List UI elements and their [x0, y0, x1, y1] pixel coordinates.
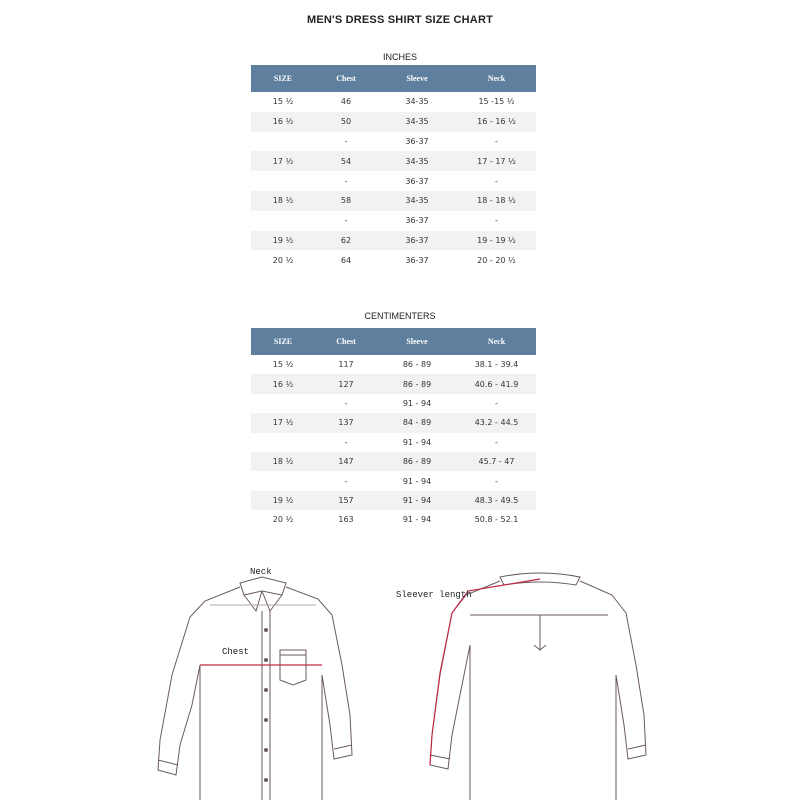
cell-neck: 48.3 - 49.5: [457, 491, 536, 510]
table-row: [251, 132, 536, 152]
page-title: MEN'S DRESS SHIRT SIZE CHART: [306, 14, 494, 26]
table-row: [251, 413, 536, 432]
cell-sleeve: 36-37: [405, 216, 429, 226]
shirt-buttons: [264, 628, 268, 782]
cell-neck: 45.7 - 47: [457, 452, 536, 471]
table-row: [251, 191, 536, 211]
cell-neck: 40.6 - 41.9: [457, 374, 536, 393]
cell-size: 17 ½: [251, 151, 315, 171]
inches-size-table: [251, 65, 536, 270]
table-row: [251, 92, 536, 112]
cell-neck: 17 - 17 ½: [457, 151, 536, 171]
cell-size: [251, 132, 315, 152]
header-size: SIZE: [251, 65, 315, 92]
cell-size: 18 ½: [251, 191, 315, 211]
cell-neck: 50.8 - 52.1: [474, 515, 519, 525]
table-row: [251, 510, 536, 529]
cell-size: 16 ½: [251, 112, 315, 132]
sleeve-measure-line: [430, 579, 540, 765]
cell-sleeve: 91 - 94: [402, 515, 432, 525]
header-sleeve: Sleeve: [377, 328, 457, 355]
cell-neck: 18 - 18 ½: [457, 191, 536, 211]
header-neck: Neck: [457, 328, 536, 355]
cell-chest: -: [344, 136, 348, 146]
cell-chest: 137: [315, 413, 377, 432]
cell-neck: -: [495, 136, 498, 146]
table-header-row: [251, 65, 536, 92]
cell-chest: 157: [315, 491, 377, 510]
cell-chest: 62: [315, 231, 377, 251]
cell-chest: 50: [315, 112, 377, 132]
table-row: [251, 151, 536, 171]
cell-size: 18 ½: [251, 452, 315, 471]
cell-neck: 15 -15 ½: [478, 97, 515, 107]
table-row: [251, 374, 536, 393]
cell-neck: 38.1 - 39.4: [474, 360, 519, 370]
cell-neck: -: [495, 216, 498, 226]
cell-sleeve: 34-35: [377, 191, 457, 211]
cell-chest: -: [344, 437, 348, 447]
cell-sleeve: 36-37: [405, 136, 429, 146]
chest-label: Chest: [222, 647, 250, 657]
table-row: [251, 112, 536, 132]
cell-size: 19 ½: [251, 491, 315, 510]
cell-sleeve: 34-35: [377, 112, 457, 132]
cell-sleeve: 34-35: [405, 97, 429, 107]
cell-size: 16 ½: [251, 374, 315, 393]
cell-size: [251, 171, 315, 191]
cell-chest: -: [344, 176, 348, 186]
table-row: [251, 250, 536, 270]
header-sleeve: Sleeve: [377, 65, 457, 92]
cell-chest: -: [344, 216, 348, 226]
cell-neck: 20 - 20 ½: [477, 255, 516, 265]
centimeters-section-label: CENTIMENTERS: [364, 311, 436, 321]
cell-neck: -: [495, 176, 498, 186]
cell-chest: 163: [338, 515, 354, 525]
cell-neck: -: [495, 398, 498, 408]
inches-section-label: INCHES: [382, 52, 417, 62]
table-row: [251, 433, 536, 452]
table-row: [251, 452, 536, 471]
cell-size: 17 ½: [251, 413, 315, 432]
cell-size: [251, 394, 315, 413]
sleeve-length-label: Sleever length: [396, 590, 472, 600]
cell-sleeve: 36-37: [405, 255, 429, 265]
table-row: [251, 355, 536, 374]
cell-neck: 16 - 16 ½: [457, 112, 536, 132]
header-chest: Chest: [315, 65, 377, 92]
header-chest: Chest: [315, 328, 377, 355]
cell-sleeve: 91 - 94: [402, 398, 432, 408]
cell-size: [251, 471, 315, 490]
cell-neck: 43.2 - 44.5: [457, 413, 536, 432]
table-row: [251, 211, 536, 231]
front-shirt-drawing: [158, 577, 352, 800]
cell-sleeve: 91 - 94: [402, 476, 432, 486]
table-row: [251, 231, 536, 251]
cell-size: 20 ½: [272, 255, 294, 265]
cell-sleeve: 84 - 89: [377, 413, 457, 432]
table-header-row: [251, 328, 536, 355]
cell-neck: 19 - 19 ½: [457, 231, 536, 251]
table-row: [251, 471, 536, 490]
cell-chest: -: [344, 398, 348, 408]
table-row: [251, 491, 536, 510]
cell-sleeve: 86 - 89: [402, 360, 432, 370]
cell-chest: 58: [315, 191, 377, 211]
shirt-measurement-diagram: [0, 555, 800, 800]
cell-chest: 64: [340, 255, 352, 265]
neck-label: Neck: [250, 567, 272, 577]
cell-size: 15 ½: [272, 360, 294, 370]
cell-chest: 127: [315, 374, 377, 393]
cell-size: 19 ½: [251, 231, 315, 251]
centimeters-size-table: [251, 328, 536, 530]
cell-chest: 117: [338, 360, 354, 370]
cell-chest: 46: [340, 97, 352, 107]
header-neck: Neck: [457, 65, 536, 92]
cell-size: [251, 433, 315, 452]
cell-size: 20 ½: [272, 515, 294, 525]
cell-sleeve: 91 - 94: [402, 437, 432, 447]
cell-chest: 147: [315, 452, 377, 471]
cell-sleeve: 36-37: [377, 231, 457, 251]
cell-sleeve: 86 - 89: [377, 374, 457, 393]
cell-sleeve: 36-37: [405, 176, 429, 186]
cell-sleeve: 34-35: [377, 151, 457, 171]
cell-sleeve: 86 - 89: [377, 452, 457, 471]
back-shirt-drawing: [430, 573, 646, 800]
cell-chest: 54: [315, 151, 377, 171]
table-row: [251, 394, 536, 413]
cell-size: 15 ½: [272, 97, 294, 107]
cell-chest: -: [344, 476, 348, 486]
header-size: SIZE: [251, 328, 315, 355]
cell-neck: -: [495, 476, 498, 486]
cell-neck: -: [495, 437, 498, 447]
cell-sleeve: 91 - 94: [377, 491, 457, 510]
table-row: [251, 171, 536, 191]
cell-size: [251, 211, 315, 231]
